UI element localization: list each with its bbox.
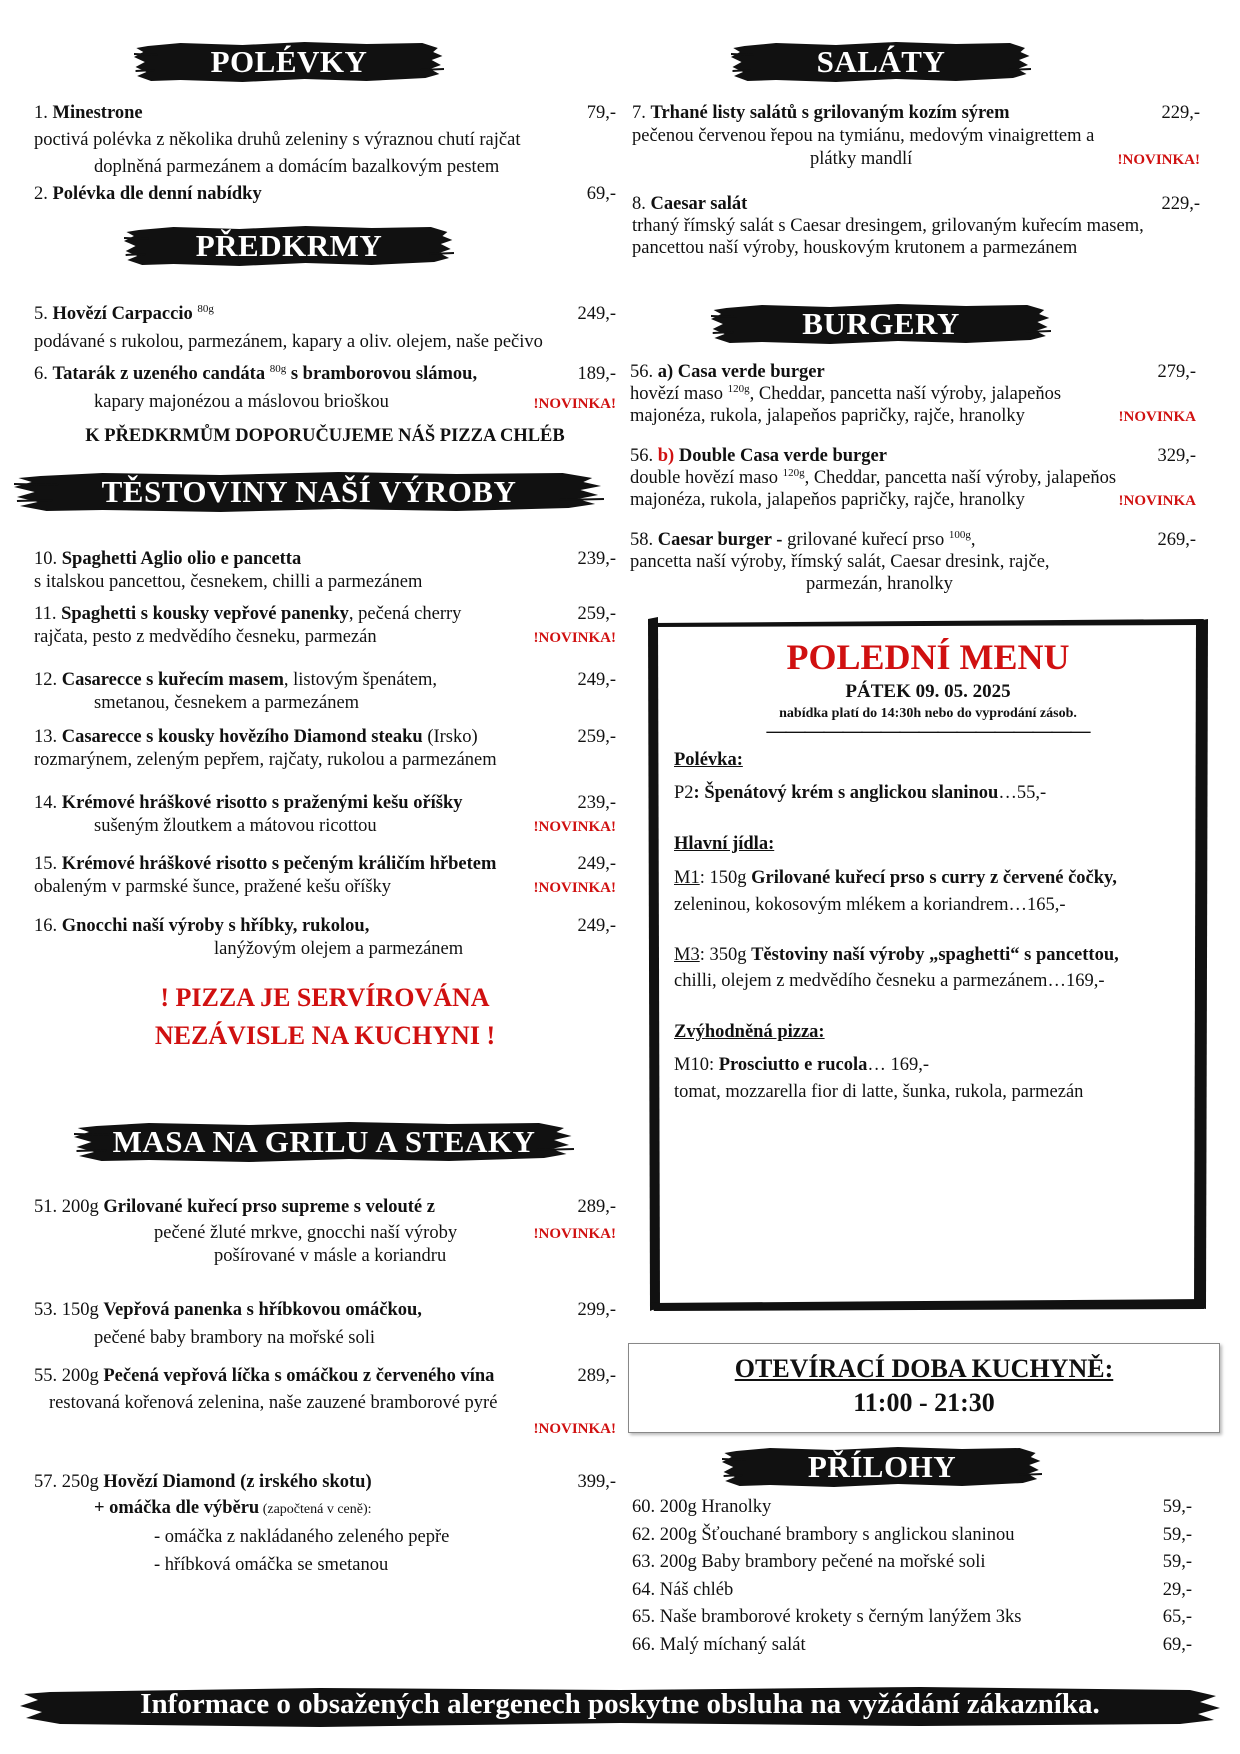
side-item <box>632 1606 1200 1630</box>
item-desc: s italskou pancettou, česnekem, chilli a parmezánem <box>34 572 423 592</box>
item-desc: hovězí maso $^{120g}$, Cheddar, pancetta naší výroby, jalapeňos <box>630 382 1062 404</box>
item-name: Casarecce s kousky hovězího Diamond steaku <box>61 727 423 747</box>
lunch-menu-box <box>648 617 1208 1311</box>
pizza-heading: Zvýhodněná pizza: <box>674 1022 825 1042</box>
item-desc: majonéza, rukola, jalapeňos papričky, rajče, hranolky <box>630 406 1025 426</box>
price: 249,- <box>577 916 616 936</box>
item-desc: parmezán, hranolky <box>806 574 953 594</box>
section-title: TĚSTOVINY NAŠÍ VÝROBY <box>101 474 517 509</box>
lunch-date: PÁTEK 09. 05. 2025 <box>845 681 1011 702</box>
item-desc: pečené baby brambory na mořské soli <box>94 1328 376 1348</box>
novinka-badge: !NOVINKA! <box>533 880 616 896</box>
item-desc: restovaná kořenová zelenina, naše zauzené bramborové pyré <box>49 1393 498 1413</box>
novinka-badge: !NOVINKA! <box>533 396 616 412</box>
opening-hours-box <box>628 1343 1220 1433</box>
item-desc: pečenou červenou řepou na tymiánu, medovým vinaigrettem a <box>632 126 1095 146</box>
lunch-title: POLEDNÍ MENU <box>786 637 1070 677</box>
item-desc: podávané s rukolou, parmezánem, kapary a oliv. olejem, naše pečivo <box>34 332 543 352</box>
novinka-badge: !NOVINKA <box>1118 409 1196 425</box>
item-desc: trhaný římský salát s Caesar dresingem, grilovaným kuřecím masem, <box>632 216 1144 236</box>
novinka-badge: !NOVINKA! <box>1117 152 1200 168</box>
item-name: Vepřová panenka s hříbkovou omáčkou, <box>103 1300 422 1320</box>
hours-time: 11:00 - 21:30 <box>853 1388 995 1417</box>
price: 249,- <box>577 670 616 690</box>
price: 239,- <box>577 549 616 569</box>
item-name: Krémové hráškové risotto s pečeným králičím hřbetem <box>61 854 497 874</box>
side-item-price: 59,- <box>1162 1524 1192 1545</box>
lunch-item-p2: P2: Špenátový krém s anglickou slaninou…55,- <box>674 783 1047 803</box>
lunch-item-m10: M10: Prosciutto e rucola… 169,- <box>674 1055 930 1075</box>
section-title: BURGERY <box>802 306 960 341</box>
side-item-name: 62. 200g Šťouchané brambory s anglickou slaninou <box>632 1524 1015 1545</box>
section-header-predkrmy <box>124 224 454 268</box>
recommend-note: K PŘEDKRMŮM DOPORUČUJEME NÁŠ PIZZA CHLÉB <box>85 426 565 446</box>
main-heading: Hlavní jídla: <box>674 834 775 854</box>
side-item-price: 65,- <box>1162 1607 1192 1628</box>
item-name: Tatarák z uzeného candáta <box>52 364 266 384</box>
item-desc: plátky mandlí <box>810 149 913 169</box>
item-desc: double hovězí maso $^{120g}$, Cheddar, pancetta naší výroby, jalapeňos <box>630 466 1117 488</box>
item-name: Hovězí Diamond (z irského skotu) <box>103 1472 372 1492</box>
item-name: Spaghetti Aglio olio e pancetta <box>61 549 302 569</box>
price: 329,- <box>1157 446 1196 466</box>
price: 69,- <box>586 184 616 204</box>
item-desc: pošírované v másle a koriandru <box>214 1246 447 1266</box>
menu-item-13: 13. Casarecce s kousky hovězího Diamond steaku (Irsko) <box>34 727 478 747</box>
item-desc: pancettou naší výroby, houskovým krutonem a parmezánem <box>632 238 1078 258</box>
section-header-testoviny <box>14 470 604 514</box>
side-item <box>632 1579 1200 1603</box>
lunch-note: nabídka platí do 14:30h nebo do vyprodání zásob. <box>779 706 1077 721</box>
menu-item-53: 53. 150g Vepřová panenka s hříbkovou omáčkou, <box>34 1300 422 1320</box>
menu-item-10: 10. Spaghetti Aglio olio e pancetta <box>34 549 302 569</box>
menu-item-11: 11. Spaghetti s kousky vepřové panenky, pečená cherry <box>34 604 462 624</box>
menu-item-56a: 56. a) Casa verde burger <box>630 362 825 382</box>
side-item-name: 64. Náš chléb <box>632 1579 734 1600</box>
item-desc: obaleným v parmské šunce, pražené kešu oříšky <box>34 877 392 897</box>
sauce-line: + omáčka dle výběru (započtená v ceně): <box>94 1498 372 1518</box>
item-name: Grilované kuřecí prso supreme s velouté z <box>103 1197 435 1217</box>
novinka-badge: !NOVINKA! <box>533 819 616 835</box>
footer-text: Informace o obsažených alergenech poskytne obsluha na vyžádání zákazníka. <box>140 1688 1100 1720</box>
side-item <box>632 1524 1200 1548</box>
side-item <box>632 1634 1200 1658</box>
menu-item-58: 58. Caesar burger - grilované kuřecí prso $^{100g}$, <box>630 528 976 550</box>
section-title: MASA NA GRILU A STEAKY <box>112 1124 536 1159</box>
side-item-name: 60. 200g Hranolky <box>632 1497 772 1517</box>
price: 229,- <box>1161 103 1200 123</box>
section-header-prilohy <box>722 1445 1042 1489</box>
menu-item-57: 57. 250g Hovězí Diamond (z irského skotu) <box>34 1472 372 1492</box>
lunch-item-desc: tomat, mozzarella fior di latte, šunka, rukola, parmezán <box>674 1082 1084 1102</box>
price: 399,- <box>577 1472 616 1492</box>
menu-item-55: 55. 200g Pečená vepřová líčka s omáčkou z červeného vína <box>34 1366 495 1386</box>
side-item <box>632 1496 1200 1520</box>
menu-item-1: 1. Minestrone <box>34 103 143 123</box>
side-item-price: 69,- <box>1162 1635 1192 1655</box>
sauce-option: - omáčka z nakládaného zeleného pepře <box>154 1527 450 1547</box>
menu-item-14: 14. Krémové hráškové risotto s praženými kešu oříšky <box>34 793 463 813</box>
lunch-item-m1: M1: 150g Grilované kuřecí prso s curry z červené čočky, <box>674 868 1117 888</box>
price: 289,- <box>577 1197 616 1217</box>
item-name: Minestrone <box>52 103 143 123</box>
side-item-price: 59,- <box>1162 1552 1192 1573</box>
pizza-notice-line2: NEZÁVISLE NA KUCHYNI ! <box>154 1021 496 1050</box>
price: 239,- <box>577 793 616 813</box>
item-name: Double Casa verde burger <box>674 446 887 466</box>
side-item-name: 66. Malý míchaný salát <box>632 1635 806 1655</box>
soup-heading: Polévka: <box>674 750 743 770</box>
menu-item-51: 51. 200g Grilované kuřecí prso supreme s velouté z <box>34 1197 435 1217</box>
pizza-notice-line1: ! PIZZA JE SERVÍROVÁNA <box>160 983 490 1012</box>
price: 79,- <box>586 103 616 123</box>
allergen-footer <box>20 1682 1220 1730</box>
section-header-burgery <box>711 302 1051 346</box>
item-name: Trhané listy salátů s grilovaným kozím sýrem <box>650 103 1010 123</box>
novinka-badge: !NOVINKA! <box>533 1421 616 1437</box>
price: 249,- <box>577 304 616 324</box>
item-desc: pancetta naší výroby, římský salát, Caesar dresink, rajče, <box>630 552 1050 572</box>
menu-item-56b: 56. b) Double Casa verde burger <box>630 446 887 466</box>
lunch-item-desc: chilli, olejem z medvědího česneku a parmezánem…169,- <box>674 971 1105 991</box>
menu-item-6: 6. Tatarák z uzeného candáta $^{80g}$ s bramborovou slámou, <box>34 362 478 384</box>
item-desc: rozmarýnem, zeleným pepřem, rajčaty, rukolou a parmezánem <box>34 750 497 770</box>
lunch-item-desc: zeleninou, kokosovým mlékem a koriandrem…165,- <box>674 895 1066 915</box>
price: 289,- <box>577 1366 616 1386</box>
price: 229,- <box>1161 194 1200 214</box>
item-name: Caesar salát <box>650 194 748 214</box>
novinka-badge: !NOVINKA! <box>533 630 616 646</box>
item-name: Pečená vepřová líčka s omáčkou z červeného vína <box>103 1366 495 1386</box>
price: 299,- <box>577 1300 616 1320</box>
lunch-item-m3: M3: 350g Těstoviny naší výroby „spaghetti“ s pancettou, <box>674 945 1119 965</box>
price: 249,- <box>577 854 616 874</box>
sauce-option: - hříbková omáčka se smetanou <box>154 1555 389 1575</box>
item-name: Krémové hráškové risotto s praženými kešu oříšky <box>61 793 463 813</box>
item-desc: lanýžovým olejem a parmezánem <box>214 939 464 959</box>
item-desc: sušeným žloutkem a mátovou ricottou <box>94 816 377 836</box>
menu-item-16: 16. Gnocchi naší výroby s hříbky, rukolou, <box>34 916 370 936</box>
menu-item-7: 7. Trhané listy salátů s grilovaným kozím sýrem <box>632 103 1010 123</box>
item-name: Hovězí Carpaccio <box>52 304 193 324</box>
item-name: Spaghetti s kousky vepřové panenky <box>61 604 349 624</box>
section-title: SALÁTY <box>816 44 946 79</box>
side-item-name: 65. Naše bramborové krokety s černým lanýžem 3ks <box>632 1607 1022 1628</box>
item-name: Gnocchi naší výroby s hříbky, rukolou, <box>61 916 370 936</box>
section-title: POLÉVKY <box>210 44 368 79</box>
price: 259,- <box>577 604 616 624</box>
novinka-badge: !NOVINKA <box>1118 493 1196 509</box>
item-desc: doplněná parmezánem a domácím bazalkovým pestem <box>94 157 500 177</box>
item-name: Polévka dle denní nabídky <box>52 184 262 204</box>
side-item-name: 63. 200g Baby brambory pečené na mořské soli <box>632 1552 986 1573</box>
divider: ————————————————— <box>766 720 1090 742</box>
item-desc: kapary majonézou a máslovou brioškou <box>94 392 389 412</box>
menu-item-8: 8. Caesar salát <box>632 194 748 214</box>
section-header-polevky <box>134 40 444 84</box>
side-item-price: 29,- <box>1162 1579 1192 1600</box>
price: 269,- <box>1157 530 1196 550</box>
menu-item-2: 2. Polévka dle denní nabídky <box>34 184 262 204</box>
item-name: Casarecce s kuřecím masem <box>61 670 284 690</box>
menu-item-12: 12. Casarecce s kuřecím masem, listovým špenátem, <box>34 670 437 690</box>
novinka-badge: !NOVINKA! <box>533 1226 616 1242</box>
item-desc: rajčata, pesto z medvědího česneku, parmezán <box>34 627 377 647</box>
section-title: PŘEDKRMY <box>195 228 383 263</box>
section-header-salaty <box>731 40 1031 84</box>
side-item-price: 59,- <box>1162 1497 1192 1517</box>
section-title: PŘÍLOHY <box>807 1449 957 1484</box>
hours-title: OTEVÍRACÍ DOBA KUCHYNĚ: <box>734 1354 1114 1383</box>
item-desc: pečené žluté mrkve, gnocchi naší výroby <box>154 1223 458 1243</box>
item-name: Caesar burger - <box>657 530 783 550</box>
item-name: a) Casa verde burger <box>657 362 825 382</box>
section-header-masa <box>74 1120 574 1164</box>
item-desc: poctivá polévka z několika druhů zeleniny s výraznou chutí rajčat <box>34 130 521 150</box>
item-desc: smetanou, česnekem a parmezánem <box>94 693 360 713</box>
item-desc: majonéza, rukola, jalapeňos papričky, rajče, hranolky <box>630 490 1025 510</box>
price: 189,- <box>577 364 616 384</box>
menu-item-5: 5. Hovězí Carpaccio $^{80g}$ <box>34 302 214 324</box>
side-item <box>632 1551 1200 1575</box>
price: 279,- <box>1157 362 1196 382</box>
menu-item-15: 15. Krémové hráškové risotto s pečeným králičím hřbetem <box>34 854 497 874</box>
price: 259,- <box>577 727 616 747</box>
